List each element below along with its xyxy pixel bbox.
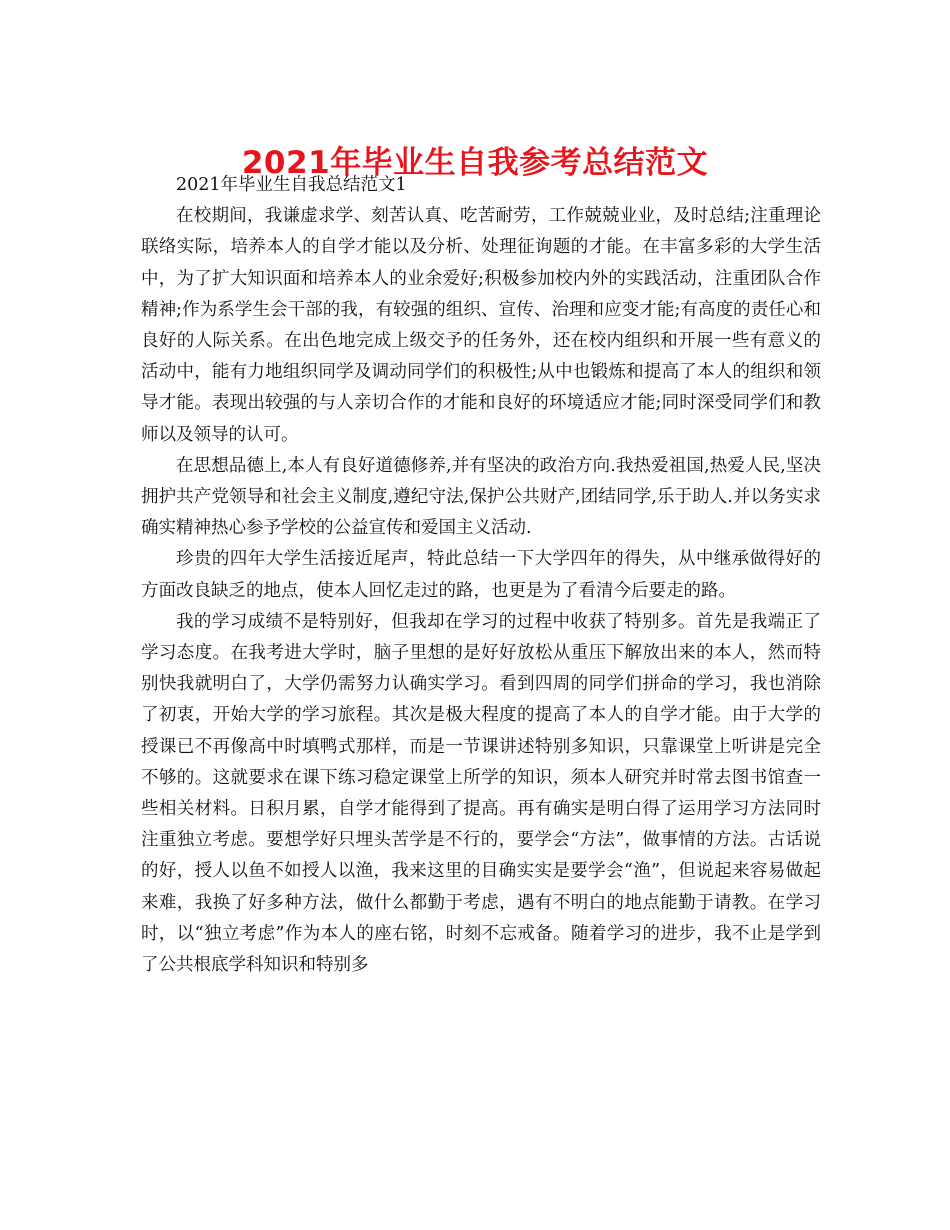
paragraph-2: 在思想品德上,本人有良好道德修养,并有坚决的政治方向.我热爱祖国,热爱人民,坚决拥护共产党领导和社会主义制度,遵纪守法,保护公共财产,团结同学,乐于助人.并以务实求确实精神热心参予学校的公益宣传和爱国主义活动. (141, 455, 821, 539)
paragraph-4: 我的学习成绩不是特别好，但我却在学习的过程中收获了特别多。首先是我端正了学习态度。在我考进大学时，脑子里想的是好好放松从重压下解放出来的本人，然而特别快我就明白了，大学仍需努力认确实学习。看到四周的同学们拼命的学习，我也消除了初衷，开始大学的学习旅程。其次是极大程度的提高了本人的自学才能。由于大学的授课已不再像高中时填鸭式那样，而是一节课讲述特别多知识，只靠课堂上听讲是完全不够的。这就要求在课下练习稳定课堂上所学的知识，须本人研究并时常去图书馆查一些相关材料。日积月累，自学才能得到了提高。再有确实是明白得了运用学习方法同时注重独立考虑。要想学好只埋头苦学是不行的，要学会“方法”，做事情的方法。古话说的好，授人以鱼不如授人以渔，我来这里的目确实实是要学会“渔”，但说起来容易做起来难，我换了好多种方法，做什么都勤于考虑，遇有不明白的地点能勤于请教。在学习时，以“独立考虑”作为本人的座右铭，时刻不忘戒备。随着学习的进步，我不止是学到了公共根底学科知识和特别多 (141, 611, 821, 976)
paragraph-3: 珍贵的四年大学生活接近尾声，特此总结一下大学四年的得失，从中继承做得好的方面改良缺乏的地点，使本人回忆走过的路，也更是为了看清今后要走的路。 (141, 549, 821, 601)
paragraph-subtitle: 2021年毕业生自我总结范文1 (176, 175, 407, 195)
paragraph-1: 在校期间，我谦虚求学、刻苦认真、吃苦耐劳，工作兢兢业业，及时总结;注重理论联络实际，培养本人的自学才能以及分析、处理征询题的才能。在丰富多彩的大学生活中，为了扩大知识面和培养本人的业余爱好;积极参加校内外的实践活动，注重团队合作精神;作为系学生会干部的我，有较强的组织、宣传、治理和应变才能;有高度的责任心和良好的人际关系。在出色地完成上级交予的任务外，还在校内组织和开展一些有意义的活动中，能有力地组织同学及调动同学们的积极性;从中也锻炼和提高了本人的组织和领导才能。表现出较强的与人亲切合作的才能和良好的环境适应才能;同时深受同学们和教师以及领导的认可。 (141, 206, 821, 445)
page-title: 2021年毕业生自我参考总结范文 (241, 144, 709, 181)
document-body (141, 170, 821, 981)
